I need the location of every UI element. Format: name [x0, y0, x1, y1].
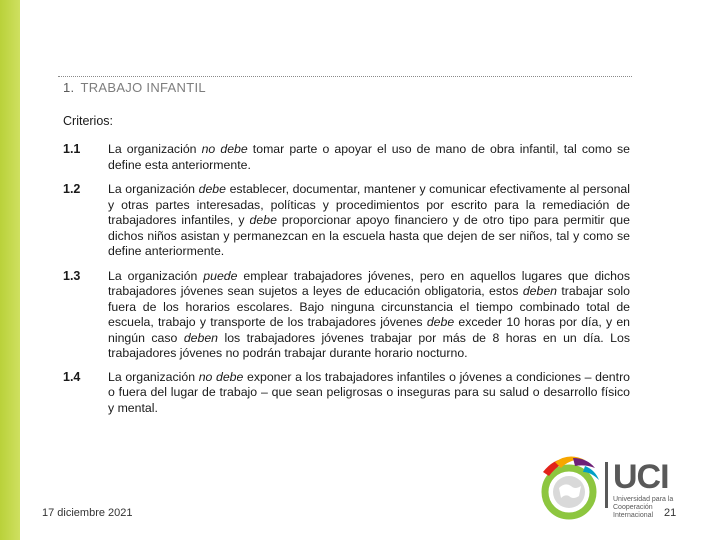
criterion-emphasis: deben — [522, 284, 558, 298]
criterion-number: 1.4 — [63, 369, 81, 384]
criterion-emphasis: no debe — [198, 369, 244, 384]
accent-sidebar-bar — [0, 0, 20, 540]
criterion-text — [108, 182, 630, 260]
criteria-label: Criterios: — [63, 114, 114, 128]
criterion-emphasis: debe — [198, 182, 226, 196]
criterion-text-segment: emplear trabajadores jóvenes, pero en aquellos lugares que dichos trabajadores jóvenes sean sujetos a leyes de educación obligatoria, estos — [108, 268, 630, 298]
logo-separator — [605, 462, 608, 508]
criterion-emphasis: no debe — [201, 142, 248, 156]
criterion-text-segment: La organización — [108, 268, 204, 283]
section-number: 1. — [63, 80, 75, 95]
criterion-number: 1.2 — [63, 182, 81, 196]
page-number: 21 — [664, 507, 677, 519]
slide-content — [58, 70, 634, 430]
criterion-text-segment: establecer, documentar, mantener y comunicar efectivamente al personal y otras partes interesadas, políticas y procedimientos por escrito para la remediación de trabajadores infantiles, y — [108, 182, 630, 227]
criterion-text-segment: los trabajadores jóvenes trabajar por más de 8 horas en un día. Los trabajadores jóvenes no podrán trabajar durante horario nocturno. — [108, 330, 630, 360]
criterion-emphasis: debe — [249, 213, 277, 227]
criterion-text — [108, 269, 630, 362]
criterion-text — [108, 370, 630, 417]
criterion-number: 1.1 — [63, 142, 81, 156]
criterion-text-segment: La organización — [108, 369, 199, 384]
criterion-text — [108, 142, 630, 173]
criterion-text-segment: exceder 10 horas por día, y en ningún caso — [108, 315, 630, 345]
logo-wordmark: UCI — [613, 458, 669, 496]
criterion-text-segment: La organización — [108, 182, 199, 196]
criterion-emphasis: deben — [183, 330, 219, 345]
criterion-emphasis: puede — [203, 268, 238, 283]
criterion-text-segment: trabajar solo fuera de los horarios escolares. Bajo ninguna circunstancia el tiempo combinado total de escuela, trabajo y transporte de los trabajadores jóvenes — [108, 284, 630, 329]
globe-emblem-icon — [533, 450, 605, 522]
section-title: TRABAJO INFANTIL — [80, 80, 206, 95]
footer-date: 17 diciembre 2021 — [42, 507, 133, 519]
dotted-divider — [58, 76, 632, 77]
criteria-list — [63, 142, 630, 425]
criterion-item — [63, 182, 630, 260]
criterion-text-segment: tomar parte o apoyar el uso de mano de obra infantil, tal como se define esta anteriormente. — [108, 142, 630, 172]
criterion-item — [63, 269, 630, 362]
criterion-text-segment: La organización — [108, 142, 202, 156]
logo-subtitle: Universidad para la Cooperación Internacional — [613, 496, 674, 519]
criterion-text-segment: proporcionar apoyo financiero y de otro tipo para permitir que dichos niños asistan y permanezcan en la escuela hasta que dejen de ser niños, tal y como se define anteriormente. — [108, 213, 630, 258]
criterion-item — [63, 142, 630, 173]
criterion-number: 1.3 — [63, 268, 81, 283]
section-heading — [63, 80, 206, 95]
criterion-item — [63, 370, 630, 417]
criterion-text-segment: exponer a los trabajadores infantiles o jóvenes a condiciones – dentro o fuera del lugar de trabajo – que sean peligrosas o inseguras para su salud o desarrollo físico y mental. — [108, 369, 630, 415]
criterion-emphasis: debe — [426, 315, 455, 329]
